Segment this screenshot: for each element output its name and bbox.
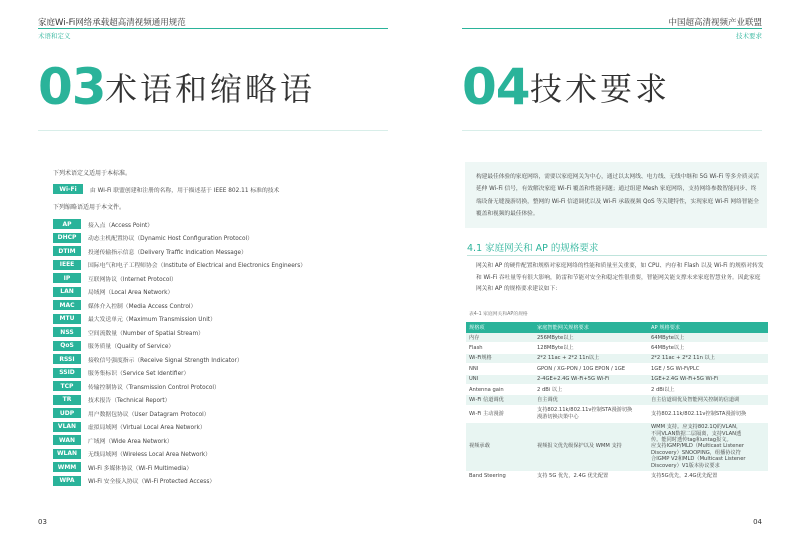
- header-title: 家庭Wi-Fi网络承载超高清视频通用规范: [38, 18, 186, 28]
- term-abbr: TR: [53, 395, 81, 405]
- list-item: [53, 327, 353, 337]
- table-cell: 64MByte以上: [648, 333, 768, 343]
- table-row: [466, 343, 768, 353]
- term-abbr: LAN: [53, 287, 81, 297]
- table-cell: 支持5G优先，2.4G优先配置: [648, 471, 768, 481]
- table-cell: 1GE+2.4G Wi-Fi+5G Wi-Fi: [648, 374, 768, 384]
- term-definition: 局域网（Local Area Network）: [88, 290, 174, 296]
- header-rule: [462, 28, 762, 29]
- list-item: [53, 381, 353, 391]
- column-header: 家庭智能网关规格要求: [534, 322, 648, 333]
- table-row: [466, 353, 768, 363]
- table-cell: NNI: [466, 364, 534, 374]
- table-cell: 自主调优: [534, 395, 648, 405]
- term-definition: Wi-Fi 多媒体协议（Wi-Fi Multimedia）: [88, 465, 193, 472]
- term-abbr: NSS: [53, 327, 81, 337]
- header-subtitle: 术语和定义: [38, 32, 71, 40]
- table-row: [466, 333, 768, 343]
- abbr-intro: 下列缩略语适用于本文件。: [53, 204, 126, 211]
- term-definition: 动态主机配置协议（Dynamic Host Configuration Protocol）: [88, 236, 253, 242]
- table-cell: Antenna gain: [466, 385, 534, 395]
- term-definition: 接入点（Access Point）: [88, 222, 154, 229]
- header-title: 中国超高清视频产业联盟: [668, 18, 762, 28]
- table-cell: 64MByte以上: [648, 343, 768, 353]
- term-definition: 虚拟局域网（Virtual Local Area Network）: [88, 425, 206, 431]
- table-row: [466, 364, 768, 374]
- table-cell: 2 dBi 以上: [534, 385, 648, 395]
- term-definition: 投递传输指示信息（Delivery Traffic Indication Message）: [88, 249, 247, 256]
- list-item: [53, 233, 353, 243]
- list-item: [53, 368, 353, 378]
- term-abbr: TCP: [53, 381, 81, 391]
- table-cell: 视频报文优先级保护以及 WMM 支持: [534, 422, 648, 471]
- term-abbr: DHCP: [53, 233, 81, 243]
- list-item: [53, 422, 353, 432]
- table-row: [466, 422, 768, 471]
- table-cell: 2*2 11ac + 2*2 11n以上: [534, 353, 648, 363]
- term-abbr: UDP: [53, 408, 81, 418]
- term-definition: 国际电气和电子工程师协会（Institute of Electrical and Electronics Engineers）: [88, 263, 307, 269]
- table-cell: 2 dBi以上: [648, 385, 768, 395]
- table-cell: 视频承载: [466, 422, 534, 471]
- list-item: [53, 287, 353, 297]
- term-abbr: VLAN: [53, 422, 81, 432]
- list-item: [53, 219, 353, 229]
- term-definition: 互联网协议（Internet Protocol）: [88, 276, 177, 283]
- list-item: [53, 246, 353, 256]
- table-cell: 支持 5G 优先，2.4G 优先配置: [534, 471, 648, 481]
- section-title: 4.1 家庭网关和 AP 的规格要求: [467, 243, 599, 254]
- table-cell: Flash: [466, 343, 534, 353]
- chapter-title: 技术要求: [530, 70, 671, 108]
- table-cell: Wi-Fi 主动漫游: [466, 405, 534, 422]
- list-item: [53, 462, 353, 472]
- column-header: 规格项: [466, 322, 534, 333]
- term-definition: 技术报告（Technical Report）: [88, 398, 171, 404]
- term-abbr: MAC: [53, 300, 81, 310]
- table-row: [466, 395, 768, 405]
- term-abbr: MTU: [53, 314, 81, 324]
- table-cell: 256MByte以上: [534, 333, 648, 343]
- section-rule: [467, 255, 767, 256]
- page-number: 03: [38, 518, 47, 526]
- list-item: [53, 408, 353, 418]
- table-cell: 支持802.11k/802.11v控制STA漫游切换 漫游切换决策中心: [534, 405, 648, 422]
- chapter-number: 03: [38, 58, 106, 116]
- table-row: [466, 471, 768, 481]
- header-rule: [38, 28, 388, 29]
- table-cell: 自主信道调优及智能网关控制的信道调: [648, 395, 768, 405]
- list-item: [53, 341, 353, 351]
- term-abbr: WPA: [53, 476, 81, 486]
- term-abbr: RSSI: [53, 354, 81, 364]
- list-item: [53, 354, 353, 364]
- table-cell: 1GE / 5G Wi-Fi/PLC: [648, 364, 768, 374]
- header-subtitle: 技术要求: [736, 32, 762, 40]
- table-caption: 表4-1 家庭网关和AP的规格: [469, 312, 528, 317]
- list-item: [53, 273, 353, 283]
- term-definition: 广域网（Wide Area Network）: [88, 438, 173, 445]
- chapter-separator: [462, 130, 762, 131]
- term-definition: 传输控制协议（Transmission Control Protocol）: [88, 384, 220, 391]
- term-abbr: DTIM: [53, 246, 81, 256]
- term-definition: 由 Wi-Fi 联盟创建和注册的名称，用于描述基于 IEEE 802.11 标准的技术: [90, 187, 280, 194]
- intro-paragraph: 构建最佳体验的家庭网络，需要以家庭网关为中心，通过以太网线、电力线、无线中继和 5G Wi-Fi 等多介质灵活延伸 Wi-Fi 信号，有效解决家庭 Wi-Fi 覆盖和性能问题；通过组建 Mesh 家庭网络，支持网络参数智能同步、终端设备无缝漫游切换，整网的 Wi-Fi 信道调优以及 Wi-Fi 承载视频 QoS 等关键特性，实现家庭 Wi-Fi 网络智能全覆盖和视频的最佳体验。: [476, 174, 759, 218]
- list-item: [53, 476, 353, 486]
- table-row: [466, 405, 768, 422]
- term-abbr: IP: [53, 273, 81, 283]
- table-header-row: [466, 322, 768, 333]
- term-definition: Wi-Fi 安全接入协议（Wi-Fi Protected Access）: [88, 479, 216, 485]
- chapter-separator: [38, 130, 388, 131]
- table-cell: WMM 支持。应支持802.1Q的VLAN， 不同VLAN数据二层隔离，支持VLAN透 传。能同时透传tag和untag报文。 应支持IGMP/MLD（Multicast Listener Discovery）SNOOPING，组播协议符 合IGMP V2和MLD（Multicast Listener Discovery）V1版本协议要求: [648, 422, 768, 471]
- table-cell: Wi-Fi 信道调优: [466, 395, 534, 405]
- term-definition: 服务质量（Quality of Service）: [88, 344, 175, 350]
- terms-intro: 下列术语定义适用于本标准。: [53, 170, 132, 177]
- table-cell: GPON / XG-PON / 10G EPON / 1GE: [534, 364, 648, 374]
- table-cell: UNI: [466, 374, 534, 384]
- table-cell: 128MByte以上: [534, 343, 648, 353]
- table-cell: 2*2 11ac + 2*2 11n 以上: [648, 353, 768, 363]
- table-row: [466, 385, 768, 395]
- term-abbr: WAN: [53, 435, 81, 445]
- table-cell: Wi-Fi规格: [466, 353, 534, 363]
- term-abbr: IEEE: [53, 260, 81, 270]
- term-abbr: QoS: [53, 341, 81, 351]
- term-definition: 媒体介入控制（Media Access Control）: [88, 303, 197, 310]
- term-abbr: WLAN: [53, 449, 81, 459]
- table-cell: 2-4GE+2.4G Wi-Fi+5G Wi-Fi: [534, 374, 648, 384]
- term-definition: 无线局域网（Wireless Local Area Network）: [88, 452, 211, 458]
- definition-row-wifi: [53, 184, 373, 194]
- list-item: [53, 300, 353, 310]
- term-abbr: AP: [53, 219, 81, 229]
- list-item: [53, 395, 353, 405]
- term-definition: 最大发送单元（Maximum Transmission Unit）: [88, 317, 216, 323]
- term-abbr: WMM: [53, 462, 81, 472]
- list-item: [53, 435, 353, 445]
- term-definition: 接收信号强度指示（Receive Signal Strength Indicator）: [88, 357, 243, 364]
- list-item: [53, 314, 353, 324]
- chapter-number: 04: [462, 58, 530, 116]
- term-abbr: SSID: [53, 368, 81, 378]
- section-paragraph: 网关和 AP 的硬件配置和规格对家庭网络的性能和质量至关重要，如 CPU、内存和 Flash 以及 Wi-Fi 的规格对转发和 Wi-Fi 吞吐量等有很大影响，防雷和节能对安全和稳定性很重要，智能网关能支撑未来家庭智慧业务。因此家庭网关和 AP 的规格要求建议如下：: [476, 263, 764, 293]
- chapter-title: 术语和缩略语: [105, 70, 316, 108]
- term-abbr: Wi-Fi: [53, 184, 83, 194]
- table-cell: 支持802.11k/802.11v控制STA漫游切换: [648, 405, 768, 422]
- term-definition: 用户数据包协议（User Datagram Protocol）: [88, 411, 210, 418]
- table-row: [466, 374, 768, 384]
- table-cell: Band Steering: [466, 471, 534, 481]
- page-number: 04: [753, 518, 762, 526]
- column-header: AP 规格要求: [648, 322, 768, 333]
- list-item: [53, 260, 353, 270]
- spec-table: [466, 322, 768, 482]
- term-definition: 空间流数量（Number of Spatial Stream）: [88, 330, 204, 337]
- term-definition: 服务集标识（Service Set Identifier）: [88, 371, 190, 377]
- list-item: [53, 449, 353, 459]
- table-cell: 内存: [466, 333, 534, 343]
